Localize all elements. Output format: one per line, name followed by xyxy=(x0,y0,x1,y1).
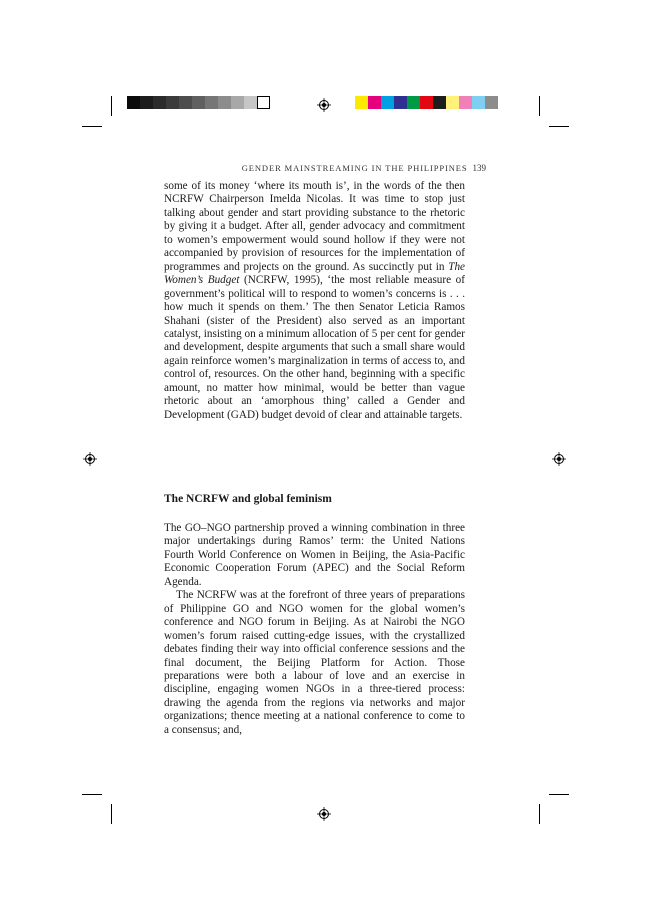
crop-mark xyxy=(539,804,540,824)
crop-mark xyxy=(549,794,569,795)
gray-swatch xyxy=(140,96,153,109)
color-swatch xyxy=(355,96,368,109)
grayscale-color-bar xyxy=(127,96,270,109)
running-head-title: GENDER MAINSTREAMING IN THE PHILIPPINES xyxy=(241,163,468,173)
color-swatch xyxy=(368,96,381,109)
crop-mark xyxy=(549,126,569,127)
gray-swatch xyxy=(231,96,244,109)
color-swatch xyxy=(420,96,433,109)
page-number: 139 xyxy=(472,163,486,173)
color-swatch xyxy=(381,96,394,109)
paragraph: The NCRFW was at the forefront of three years of preparations of Philippine GO and NGO women for the global women’s conference and NGO forum in Beijing. As at Nairobi the NGO women’s forum raised cutting-edge issues, with the crystallized debates finding their way into official conference sessions and the final document, the Beijing Platform for Action. Those preparations were both a labour of love and an exercise in discipline, engaging women NGOs in a three-tiered process: drawing the agenda from the regions via networks and major organizations; thence meeting at a national conference to come to a consensus; and, xyxy=(164,589,465,736)
crop-mark xyxy=(539,96,540,116)
process-color-bar xyxy=(355,96,498,109)
color-swatch xyxy=(485,96,498,109)
crop-mark xyxy=(111,804,112,824)
section-heading: The NCRFW and global feminism xyxy=(164,493,332,505)
book-title: The Women’s Budget xyxy=(164,260,465,287)
color-swatch xyxy=(394,96,407,109)
registration-target-icon xyxy=(317,98,331,112)
color-swatch xyxy=(446,96,459,109)
running-head xyxy=(164,163,486,173)
paragraph: The GO–NGO partnership proved a winning combination in three major undertakings during Ramos’ term: the United Nations Fourth World Conference on Women in Beijing, the Asia-Pacific Economic Cooperation Forum (APEC) and the Social Reform Agenda. xyxy=(164,522,465,588)
gray-swatch xyxy=(153,96,166,109)
crop-mark xyxy=(82,126,102,127)
gray-swatch xyxy=(192,96,205,109)
body-text-section xyxy=(164,522,465,737)
registration-target-icon xyxy=(552,452,566,466)
gray-swatch xyxy=(244,96,257,109)
body-text-top xyxy=(164,180,465,422)
gray-swatch xyxy=(166,96,179,109)
gray-swatch xyxy=(127,96,140,109)
color-swatch xyxy=(433,96,446,109)
paragraph: some of its money ‘where its mouth is’, in the words of the then NCRFW Chairperson Imelda Nicolas. It was time to stop just talking about gender and start providing substance to the rhetoric by giving it a budget. After all, gender advocacy and commitment to women’s empowerment would sound hollow if they were not accompanied by provision of resources for the implementation of programmes and projects on the ground. As succinctly put in The Women’s Budget (NCRFW, 1995), ‘the most reliable measure of government’s political will to respond to women’s concerns is . . . how much it spends on them.’ The then Senator Leticia Ramos Shahani (sister of the President) also served as an important catalyst, insisting on a minimum allocation of 5 per cent for gender and development, despite arguments that such a small share would again reinforce women’s marginalization in terms of access to, and control of, resources. On the other hand, beginning with a specific amount, no matter how minimal, would be better than vague rhetoric about an ‘amorphous thing’ called a Gender and Development (GAD) budget devoid of clear and attainable targets. xyxy=(164,180,465,421)
gray-swatch xyxy=(205,96,218,109)
gray-swatch xyxy=(218,96,231,109)
crop-mark xyxy=(82,794,102,795)
gray-swatch xyxy=(179,96,192,109)
gray-swatch xyxy=(257,96,270,109)
registration-target-icon xyxy=(83,452,97,466)
color-swatch xyxy=(407,96,420,109)
color-swatch xyxy=(472,96,485,109)
crop-mark xyxy=(111,96,112,116)
registration-target-icon xyxy=(317,807,331,821)
color-swatch xyxy=(459,96,472,109)
